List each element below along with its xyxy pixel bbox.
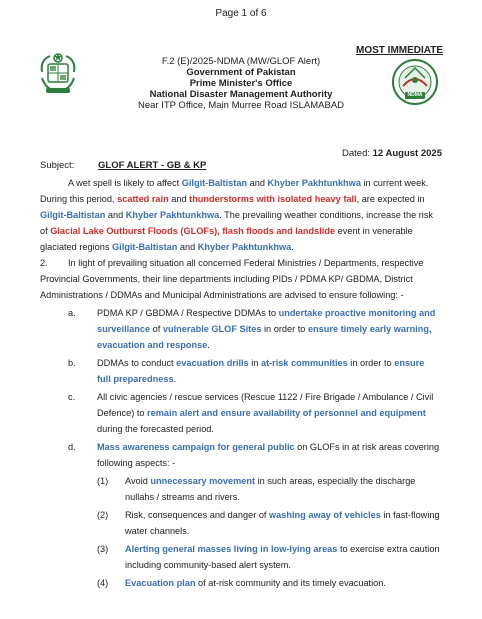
sub-item-4-line1: Evacuation plan of at-risk community and its timely evacuation. <box>125 578 386 588</box>
dated-value: 12 August 2025 <box>372 148 442 159</box>
header-line-government: Government of Pakistan <box>186 67 296 78</box>
para1-line3: Gilgit-Baltistan and Khyber Pakhtunkhwa. The prevailing weather conditions, increase the risk <box>40 210 434 220</box>
sub-item-2-line2: water channels. <box>125 526 190 536</box>
item-a-line2: surveillance of vulnerable GLOF Sites in order to ensure timely early warning, <box>97 324 432 334</box>
ndma-seal-icon <box>391 58 439 106</box>
ndma-seal-text: NDMA <box>407 92 423 98</box>
sub-item-3-line2: including community-based alert system. <box>125 560 291 570</box>
sub-item-1-line2: nullahs / streams and rivers. <box>125 492 240 502</box>
sub-item-2-number: (2) <box>97 510 109 520</box>
item-c-line1: All civic agencies / rescue services (Rescue 1122 / Fire Brigade / Ambulance / Civil <box>97 392 434 402</box>
page-number: Page 1 of 6 <box>215 8 267 19</box>
header-line-pm-office: Prime Minister's Office <box>189 78 293 89</box>
item-b-line1: DDMAs to conduct evacuation drills in at-risk communities in order to ensure <box>97 358 425 368</box>
letter-header <box>120 56 362 111</box>
para2-line3: Administrations / DDMAs and Municipal Administrations are advised to ensure following: - <box>40 290 404 300</box>
item-b-line2: full preparedness. <box>97 374 177 384</box>
dated: Dated: 12 August 2025 <box>342 148 442 159</box>
sub-item-3-number: (3) <box>97 544 109 554</box>
para1-line2: During this period, scatted rain and thunderstorms with isolated heavy fall, are expected in <box>40 194 425 204</box>
item-a-line1: PDMA KP / GBDMA / Respective DDMAs to undertake proactive monitoring and <box>97 308 436 318</box>
para2-line2: Provincial Governments, their line departments including PIDs / PDMA KP/ GBDMA, District <box>40 274 413 284</box>
pakistan-emblem-icon <box>36 50 80 96</box>
item-c-line3: during the forecasted period. <box>97 424 214 434</box>
item-d-label: d. <box>68 442 76 452</box>
item-c-label: c. <box>68 392 76 402</box>
reference-number: F.2 (E)/2025-NDMA (MW/GLOF Alert) <box>161 56 321 67</box>
para1-line4: of Glacial Lake Outburst Floods (GLOFs), flash floods and landslide event in venerable <box>40 226 413 236</box>
item-c-line2: Defence) to remain alert and ensure availability of personnel and equipment <box>97 408 426 418</box>
priority-label: MOST IMMEDIATE <box>356 45 444 56</box>
subject-value: GLOF ALERT - GB & KP <box>98 160 207 171</box>
item-a-line3: evacuation and response. <box>97 340 210 350</box>
item-d-line2: following aspects: - <box>97 458 176 468</box>
sub-item-2-line1: Risk, consequences and danger of washing away of vehicles in fast-flowing <box>125 510 440 520</box>
para1-line1: A wet spell is likely to affect Gilgit-Baltistan and Khyber Pakhtunkhwa in current week. <box>68 178 429 188</box>
subject-label: Subject: <box>40 160 75 171</box>
sub-item-4-number: (4) <box>97 578 109 588</box>
header-line-address: Near ITP Office, Main Murree Road ISLAMABAD <box>137 100 345 111</box>
sub-item-1-line1: Avoid unnecessary movement in such areas, especially the discharge <box>125 476 416 486</box>
para2-number: 2. <box>40 258 48 268</box>
para2-line1: In light of prevailing situation all concerned Federal Ministries / Departments, respective <box>68 258 424 268</box>
header-line-ndma: National Disaster Management Authority <box>149 89 333 100</box>
sub-item-1-number: (1) <box>97 476 109 486</box>
item-b-label: b. <box>68 358 76 368</box>
item-a-label: a. <box>68 308 76 318</box>
para1-line5: glaciated regions Gilgit-Baltistan and Khyber Pakhtunkhwa. <box>40 242 294 252</box>
sub-item-3-line1: Alerting general masses living in low-lying areas to exercise extra caution <box>125 544 440 554</box>
item-d-line1: Mass awareness campaign for general public on GLOFs in at risk areas covering <box>97 442 440 452</box>
